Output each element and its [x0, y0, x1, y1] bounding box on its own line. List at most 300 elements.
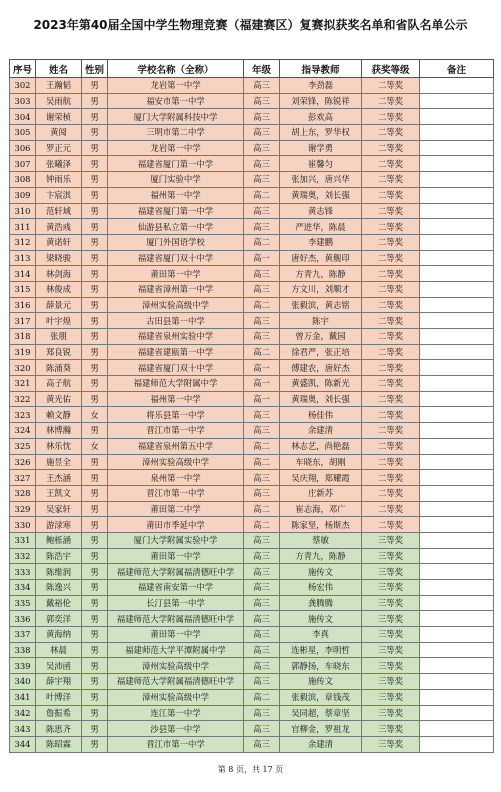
cell-award: 二等奖 [362, 407, 420, 423]
cell-number: 304 [10, 109, 36, 125]
table-row [10, 501, 494, 517]
cell-number: 302 [10, 78, 36, 94]
cell-teacher: 方青九，陈静 [280, 548, 362, 564]
cell-teacher: 庄新苏 [280, 485, 362, 501]
cell-sex: 男 [82, 140, 108, 156]
cell-note [420, 344, 494, 360]
cell-note [420, 140, 494, 156]
cell-sex: 男 [82, 721, 108, 737]
table-row [10, 470, 494, 486]
cell-number: 315 [10, 281, 36, 297]
column-header: 性别 [82, 60, 108, 78]
cell-award: 三等奖 [362, 705, 420, 721]
cell-school: 古田县第一中学 [108, 313, 244, 329]
cell-school: 龙岩第一中学 [108, 140, 244, 156]
cell-grade: 高三 [244, 736, 280, 752]
cell-grade: 高二 [244, 501, 280, 517]
cell-award: 二等奖 [362, 93, 420, 109]
cell-award: 三等奖 [362, 736, 420, 752]
cell-award: 二等奖 [362, 203, 420, 219]
cell-school: 福建师范大学附属福清德旺中学 [108, 564, 244, 580]
cell-note [420, 297, 494, 313]
cell-teacher: 彭欢高 [280, 109, 362, 125]
cell-note [420, 329, 494, 345]
cell-note [420, 564, 494, 580]
cell-teacher: 方青九，陈静 [280, 266, 362, 282]
cell-sex: 男 [82, 187, 108, 203]
cell-teacher: 李建鹏 [280, 234, 362, 250]
cell-sex: 男 [82, 674, 108, 690]
cell-name: 谢荣桢 [36, 109, 82, 125]
cell-school: 将乐县第一中学 [108, 407, 244, 423]
cell-grade: 高三 [244, 564, 280, 580]
cell-award: 二等奖 [362, 376, 420, 392]
cell-teacher: 吴同超，蔡章坚 [280, 705, 362, 721]
cell-note [420, 705, 494, 721]
cell-name: 王瀚韬 [36, 78, 82, 94]
cell-school: 厦门大学附属科技中学 [108, 109, 244, 125]
page-footer: 第 8 页，共 17 页 [217, 765, 284, 774]
cell-number: 333 [10, 564, 36, 580]
cell-sex: 男 [82, 470, 108, 486]
cell-name: 陈维润 [36, 564, 82, 580]
table-row [10, 564, 494, 580]
cell-grade: 高三 [244, 329, 280, 345]
cell-number: 336 [10, 611, 36, 627]
cell-number: 344 [10, 736, 36, 752]
cell-number: 329 [10, 501, 36, 517]
table-row [10, 627, 494, 643]
cell-name: 梁晓骏 [36, 250, 82, 266]
cell-note [420, 517, 494, 533]
cell-grade: 高三 [244, 580, 280, 596]
table-row [10, 93, 494, 109]
cell-teacher: 官柳金，罗祖龙 [280, 721, 362, 737]
table-row [10, 595, 494, 611]
cell-award: 二等奖 [362, 281, 420, 297]
document-title: 2023年第40届全国中学生物理竞赛（福建赛区）复赛拟获奖名单和省队名单公示 [33, 18, 468, 32]
cell-grade: 高三 [244, 219, 280, 235]
cell-teacher: 余建清 [280, 423, 362, 439]
cell-name: 吴雨航 [36, 93, 82, 109]
table-row [10, 517, 494, 533]
cell-sex: 男 [82, 423, 108, 439]
cell-note [420, 407, 494, 423]
cell-sex: 男 [82, 517, 108, 533]
cell-grade: 高三 [244, 721, 280, 737]
cell-award: 三等奖 [362, 595, 420, 611]
cell-award: 三等奖 [362, 611, 420, 627]
cell-school: 福建省厦门第一中学 [108, 203, 244, 219]
cell-school: 福建省建瓯第一中学 [108, 344, 244, 360]
cell-sex: 男 [82, 281, 108, 297]
cell-name: 叶宇煌 [36, 313, 82, 329]
table-row [10, 548, 494, 564]
table-row [10, 187, 494, 203]
cell-teacher: 傅建农，唐好杰 [280, 360, 362, 376]
cell-number: 328 [10, 485, 36, 501]
cell-teacher: 张毅滨，黄志铭 [280, 297, 362, 313]
table-row [10, 642, 494, 658]
cell-sex: 男 [82, 156, 108, 172]
cell-award: 三等奖 [362, 580, 420, 596]
cell-note [420, 109, 494, 125]
cell-sex: 男 [82, 250, 108, 266]
table-row [10, 721, 494, 737]
cell-number: 318 [10, 329, 36, 345]
cell-sex: 男 [82, 329, 108, 345]
cell-grade: 高三 [244, 140, 280, 156]
cell-school: 莆田第一中学 [108, 266, 244, 282]
cell-note [420, 203, 494, 219]
cell-sex: 男 [82, 376, 108, 392]
cell-award: 二等奖 [362, 470, 420, 486]
cell-number: 326 [10, 454, 36, 470]
cell-award: 三等奖 [362, 721, 420, 737]
cell-sex: 男 [82, 344, 108, 360]
column-header: 备注 [420, 60, 494, 78]
cell-teacher: 余建清 [280, 736, 362, 752]
cell-number: 313 [10, 250, 36, 266]
cell-award: 二等奖 [362, 423, 420, 439]
table-row [10, 109, 494, 125]
table-row [10, 78, 494, 94]
cell-grade: 高二 [244, 689, 280, 705]
cell-number: 324 [10, 423, 36, 439]
cell-number: 332 [10, 548, 36, 564]
table-row [10, 297, 494, 313]
table-row [10, 454, 494, 470]
cell-note [420, 548, 494, 564]
cell-school: 晋江市第一中学 [108, 736, 244, 752]
cell-teacher: 曾万金，戴园 [280, 329, 362, 345]
cell-teacher: 杨宏伟 [280, 580, 362, 596]
table-row [10, 125, 494, 141]
cell-school: 厦门大学附属实验中学 [108, 532, 244, 548]
cell-teacher: 黄瑞奥，刘长强 [280, 391, 362, 407]
cell-grade: 高三 [244, 548, 280, 564]
cell-sex: 男 [82, 125, 108, 141]
cell-number: 305 [10, 125, 36, 141]
cell-name: 戴裕伦 [36, 595, 82, 611]
cell-school: 漳州实验高级中学 [108, 297, 244, 313]
cell-note [420, 689, 494, 705]
cell-school: 福建师范大学平潭附属中学 [108, 642, 244, 658]
table-row [10, 658, 494, 674]
cell-sex: 男 [82, 266, 108, 282]
table-header [10, 60, 494, 78]
cell-name: 薛宇翔 [36, 674, 82, 690]
cell-name: 林剑海 [36, 266, 82, 282]
cell-school: 福建师范大学附属福清德旺中学 [108, 674, 244, 690]
header-row [10, 60, 494, 78]
cell-note [420, 187, 494, 203]
cell-sex: 男 [82, 548, 108, 564]
cell-name: 吴沛函 [36, 658, 82, 674]
cell-school: 漳州实验高级中学 [108, 689, 244, 705]
cell-name: 卞宸淇 [36, 187, 82, 203]
cell-teacher: 林志艺，尚艳磊 [280, 438, 362, 454]
cell-number: 330 [10, 517, 36, 533]
cell-grade: 高一 [244, 360, 280, 376]
cell-grade: 高三 [244, 658, 280, 674]
cell-number: 323 [10, 407, 36, 423]
cell-grade: 高三 [244, 532, 280, 548]
cell-number: 337 [10, 627, 36, 643]
cell-teacher: 施传文 [280, 564, 362, 580]
cell-school: 龙岩第一中学 [108, 78, 244, 94]
cell-name: 高子航 [36, 376, 82, 392]
cell-grade: 高三 [244, 281, 280, 297]
column-header: 序号 [10, 60, 36, 78]
cell-note [420, 470, 494, 486]
cell-grade: 高三 [244, 611, 280, 627]
cell-school: 漳州实验高级中学 [108, 658, 244, 674]
cell-name: 叶博洋 [36, 689, 82, 705]
cell-teacher: 施传文 [280, 674, 362, 690]
cell-name: 陈浩宇 [36, 548, 82, 564]
cell-school: 三明市第二中学 [108, 125, 244, 141]
cell-teacher: 李劲磊 [280, 78, 362, 94]
cell-grade: 高二 [244, 297, 280, 313]
cell-number: 311 [10, 219, 36, 235]
cell-teacher: 施传文 [280, 611, 362, 627]
cell-number: 334 [10, 580, 36, 596]
cell-sex: 男 [82, 297, 108, 313]
cell-school: 莆田市季延中学 [108, 517, 244, 533]
cell-note [420, 501, 494, 517]
cell-teacher: 崔馨匀 [280, 156, 362, 172]
cell-sex: 女 [82, 438, 108, 454]
cell-note [420, 391, 494, 407]
table-row [10, 689, 494, 705]
cell-note [420, 360, 494, 376]
cell-number: 322 [10, 391, 36, 407]
cell-award: 二等奖 [362, 266, 420, 282]
cell-note [420, 611, 494, 627]
cell-teacher: 陈家坚，杨斯杰 [280, 517, 362, 533]
cell-name: 林博瀚 [36, 423, 82, 439]
cell-teacher: 杨佳伟 [280, 407, 362, 423]
table-body [10, 78, 494, 753]
table-row [10, 438, 494, 454]
table-row [10, 611, 494, 627]
cell-number: 321 [10, 376, 36, 392]
cell-award: 二等奖 [362, 329, 420, 345]
cell-name: 陈思齐 [36, 721, 82, 737]
cell-grade: 高一 [244, 250, 280, 266]
cell-grade: 高三 [244, 705, 280, 721]
cell-number: 319 [10, 344, 36, 360]
table-row [10, 219, 494, 235]
cell-number: 312 [10, 234, 36, 250]
cell-grade: 高三 [244, 407, 280, 423]
cell-school: 福建省漳州第一中学 [108, 281, 244, 297]
cell-note [420, 281, 494, 297]
cell-teacher: 徐君严，张正培 [280, 344, 362, 360]
award-list-table [9, 59, 494, 753]
cell-note [420, 156, 494, 172]
cell-award: 三等奖 [362, 689, 420, 705]
cell-award: 二等奖 [362, 344, 420, 360]
cell-number: 341 [10, 689, 36, 705]
cell-teacher: 连彬星，李明哲 [280, 642, 362, 658]
cell-grade: 高三 [244, 203, 280, 219]
cell-grade: 高三 [244, 470, 280, 486]
cell-number: 331 [10, 532, 36, 548]
cell-number: 340 [10, 674, 36, 690]
cell-number: 317 [10, 313, 36, 329]
cell-name: 陈涌葵 [36, 360, 82, 376]
cell-school: 厦门外国语学校 [108, 234, 244, 250]
cell-number: 339 [10, 658, 36, 674]
cell-school: 福州第一中学 [108, 187, 244, 203]
cell-number: 307 [10, 156, 36, 172]
cell-award: 二等奖 [362, 313, 420, 329]
cell-note [420, 78, 494, 94]
cell-name: 鲍栎涵 [36, 532, 82, 548]
table-row [10, 674, 494, 690]
cell-note [420, 658, 494, 674]
cell-note [420, 580, 494, 596]
cell-name: 张朋 [36, 329, 82, 345]
cell-sex: 男 [82, 580, 108, 596]
cell-grade: 高二 [244, 454, 280, 470]
cell-grade: 高三 [244, 423, 280, 439]
cell-grade: 高三 [244, 266, 280, 282]
cell-award: 二等奖 [362, 187, 420, 203]
cell-number: 308 [10, 172, 36, 188]
cell-name: 钟雨乐 [36, 172, 82, 188]
cell-grade: 高三 [244, 674, 280, 690]
cell-school: 连江第一中学 [108, 705, 244, 721]
cell-name: 王杰涵 [36, 470, 82, 486]
cell-teacher: 方文川，刘顺才 [280, 281, 362, 297]
cell-note [420, 172, 494, 188]
cell-school: 晋江市第一中学 [108, 485, 244, 501]
cell-sex: 男 [82, 485, 108, 501]
table-row [10, 266, 494, 282]
cell-school: 福建省泉州第五中学 [108, 438, 244, 454]
cell-name: 范轩域 [36, 203, 82, 219]
cell-sex: 男 [82, 172, 108, 188]
cell-note [420, 234, 494, 250]
table-row [10, 203, 494, 219]
table-row [10, 344, 494, 360]
cell-name: 林晨 [36, 642, 82, 658]
cell-grade: 高三 [244, 78, 280, 94]
cell-number: 316 [10, 297, 36, 313]
cell-teacher: 陈宇 [280, 313, 362, 329]
cell-school: 福建省泉州实验中学 [108, 329, 244, 345]
cell-note [420, 93, 494, 109]
cell-grade: 高二 [244, 438, 280, 454]
cell-note [420, 532, 494, 548]
cell-school: 沙县第一中学 [108, 721, 244, 737]
cell-note [420, 438, 494, 454]
cell-award: 二等奖 [362, 125, 420, 141]
cell-number: 327 [10, 470, 36, 486]
table-row [10, 360, 494, 376]
cell-sex: 男 [82, 454, 108, 470]
cell-sex: 男 [82, 705, 108, 721]
cell-number: 314 [10, 266, 36, 282]
cell-sex: 男 [82, 78, 108, 94]
cell-teacher: 唐好杰，黄舰印 [280, 250, 362, 266]
cell-award: 二等奖 [362, 172, 420, 188]
cell-name: 黄海纳 [36, 627, 82, 643]
cell-grade: 高三 [244, 109, 280, 125]
cell-name: 黄阅 [36, 125, 82, 141]
cell-school: 漳州实验高级中学 [108, 454, 244, 470]
cell-grade: 高二 [244, 234, 280, 250]
cell-teacher: 黄瑞奥，刘长强 [280, 187, 362, 203]
cell-sex: 男 [82, 642, 108, 658]
cell-name: 赖文静 [36, 407, 82, 423]
cell-award: 二等奖 [362, 109, 420, 125]
cell-school: 长汀县第一中学 [108, 595, 244, 611]
cell-grade: 高三 [244, 642, 280, 658]
cell-sex: 男 [82, 234, 108, 250]
cell-note [420, 721, 494, 737]
cell-sex: 男 [82, 564, 108, 580]
cell-note [420, 313, 494, 329]
cell-award: 二等奖 [362, 485, 420, 501]
cell-school: 福建师范大学附属中学 [108, 376, 244, 392]
cell-name: 吴家轩 [36, 501, 82, 517]
cell-note [420, 485, 494, 501]
cell-award: 三等奖 [362, 627, 420, 643]
cell-teacher: 黄盛凯，陈新光 [280, 376, 362, 392]
cell-grade: 高三 [244, 313, 280, 329]
cell-school: 厦门实验中学 [108, 172, 244, 188]
cell-sex: 男 [82, 360, 108, 376]
cell-name: 张曦泽 [36, 156, 82, 172]
cell-name: 林乐忱 [36, 438, 82, 454]
cell-note [420, 736, 494, 752]
cell-award: 二等奖 [362, 391, 420, 407]
cell-teacher: 严进华，陈晨 [280, 219, 362, 235]
cell-teacher: 刘荣锋，陈锐祥 [280, 93, 362, 109]
cell-grade: 高三 [244, 125, 280, 141]
cell-grade: 高二 [244, 517, 280, 533]
cell-name: 郑良锐 [36, 344, 82, 360]
cell-school: 福安市第一中学 [108, 93, 244, 109]
table-row [10, 532, 494, 548]
cell-award: 二等奖 [362, 297, 420, 313]
cell-sex: 男 [82, 736, 108, 752]
cell-school: 福建省厦门第一中学 [108, 156, 244, 172]
cell-school: 福建师范大学附属福清德旺中学 [108, 611, 244, 627]
cell-award: 三等奖 [362, 674, 420, 690]
cell-sex: 男 [82, 109, 108, 125]
cell-grade: 高三 [244, 172, 280, 188]
cell-grade: 高三 [244, 627, 280, 643]
cell-grade: 高二 [244, 187, 280, 203]
cell-sex: 男 [82, 611, 108, 627]
table-row [10, 172, 494, 188]
cell-award: 二等奖 [362, 234, 420, 250]
cell-award: 二等奖 [362, 219, 420, 235]
table-row [10, 391, 494, 407]
cell-name: 黄光佑 [36, 391, 82, 407]
cell-award: 二等奖 [362, 140, 420, 156]
cell-teacher: 张加兴，唐兴华 [280, 172, 362, 188]
cell-number: 303 [10, 93, 36, 109]
cell-number: 309 [10, 187, 36, 203]
cell-name: 罗正元 [36, 140, 82, 156]
cell-award: 三等奖 [362, 548, 420, 564]
